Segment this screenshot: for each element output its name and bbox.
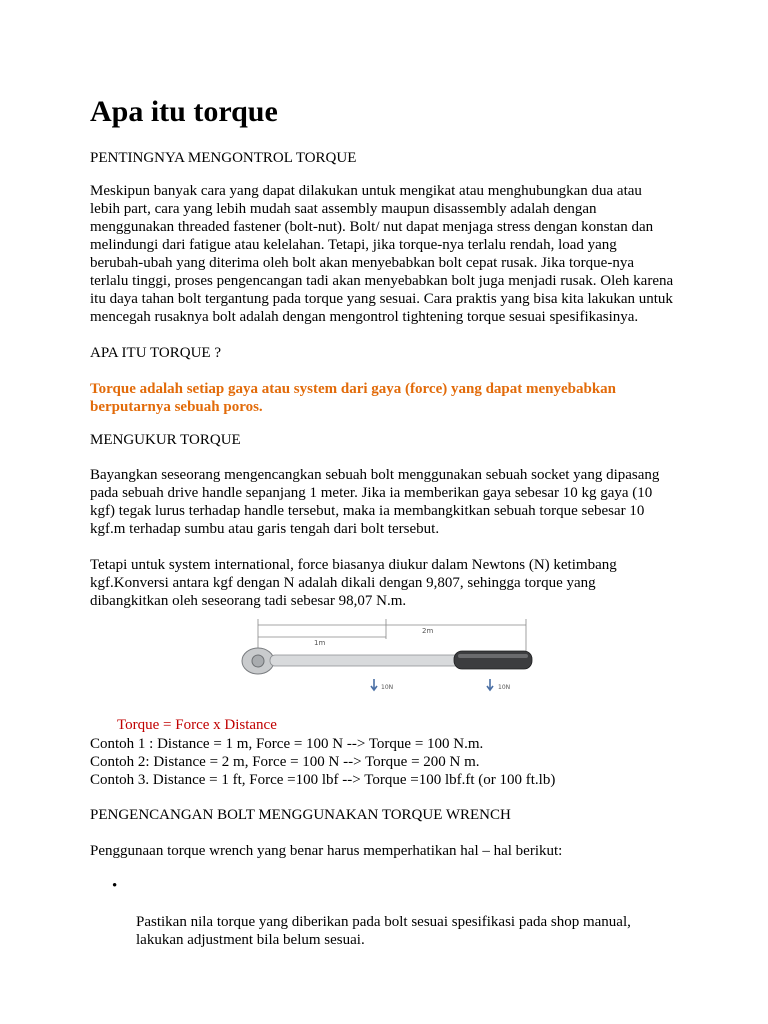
- bullet-icon: •: [112, 878, 118, 894]
- example-1: Contoh 1 : Distance = 1 m, Force = 100 N --> Torque = 100 N.m.: [90, 736, 484, 752]
- label-force-right: 10N: [498, 684, 511, 691]
- torque-wrench-figure: [236, 609, 536, 697]
- section-paragraph-mengukur-2: Tetapi untuk system international, force biasanya diukur dalam Newtons (N) ketimbang kgf.Konversi antara kgf dengan N adalah dikali dengan 9,807, sehingga torque yang dibangkitkan oleh seseorang tadi sebesar 98,07 N.m.: [90, 557, 617, 609]
- force-arrow-right-icon: [487, 679, 493, 690]
- wrench-grip: [454, 651, 532, 669]
- wrench-shaft: [270, 655, 460, 666]
- wrench-grip-highlight: [458, 654, 528, 658]
- torque-definition: Torque adalah setiap gaya atau system dari gaya (force) yang dapat menyebabkan berputarnya sebuah poros.: [90, 381, 617, 415]
- section-intro-pengencangan: Penggunaan torque wrench yang benar harus memperhatikan hal – hal berikut:: [90, 843, 563, 859]
- section-paragraph-mengukur-1: Bayangkan seseorang mengencangkan sebuah bolt menggunakan sebuah socket yang dipasang pada sebuah drive handle sepanjang 1 meter. Jika ia memberikan gaya sebesar 10 kg gaya (10 kgf) tegak lurus terhadap handle tersebut, maka ia membangkitkan sebuah torque sebesar 10 kgf.m terhadap sumbu atau garis tengah dari bolt tersebut.: [90, 467, 660, 537]
- page-title: Apa itu torque: [90, 95, 278, 128]
- force-arrow-left-icon: [371, 679, 377, 690]
- label-2m: 2m: [422, 627, 434, 635]
- torque-wrench-illustration: [236, 609, 536, 697]
- label-force-left: 10N: [381, 684, 394, 691]
- wrench-socket: [252, 655, 264, 667]
- section-heading-pengencangan-bolt: PENGENCANGAN BOLT MENGGUNAKAN TORQUE WRENCH: [90, 807, 511, 823]
- section-paragraph-pentingnya: Meskipun banyak cara yang dapat dilakukan untuk mengikat atau menghubungkan dua atau lebih part, cara yang lebih mudah saat assembly maupun disassembly adalah dengan menggunakan threaded fastener (bolt-nut). Bolt/ nut dapat menjaga stress dengan konstan dan melindungi dari fatigue atau kelelahan. Tetapi, jika torque-nya terlalu rendah, load yang berubah-ubah yang diterima oleh bolt akan menyebabkan bolt cepat rusak. Jika torque-nya terlalu tinggi, proses pengencangan tadi akan menyebabkan bolt juga menjadi rusak. Oleh karena itu daya tahan bolt tergantung pada torque yang sesuai. Cara praktis yang bisa kita lakukan untuk mencegah rusaknya bolt adalah dengan mengontrol tightening torque sesuai spesifikasinya.: [90, 183, 674, 325]
- list-item-text: Pastikan nila torque yang diberikan pada bolt sesuai spesifikasi pada shop manual, lakukan adjustment bila belum sesuai.: [136, 914, 631, 948]
- section-heading-pentingnya: PENTINGNYA MENGONTROL TORQUE: [90, 150, 357, 166]
- requirements-list: [90, 877, 690, 949]
- label-1m: 1m: [314, 639, 326, 647]
- list-item: [90, 877, 690, 949]
- section-heading-mengukur-torque: MENGUKUR TORQUE: [90, 432, 241, 448]
- section-heading-apa-itu-torque: APA ITU TORQUE ?: [90, 345, 221, 361]
- example-3: Contoh 3. Distance = 1 ft, Force =100 lbf --> Torque =100 lbf.ft (or 100 ft.lb): [90, 772, 556, 788]
- torque-formula: Torque = Force x Distance: [117, 717, 277, 733]
- example-2: Contoh 2: Distance = 2 m, Force = 100 N --> Torque = 200 N m.: [90, 754, 480, 770]
